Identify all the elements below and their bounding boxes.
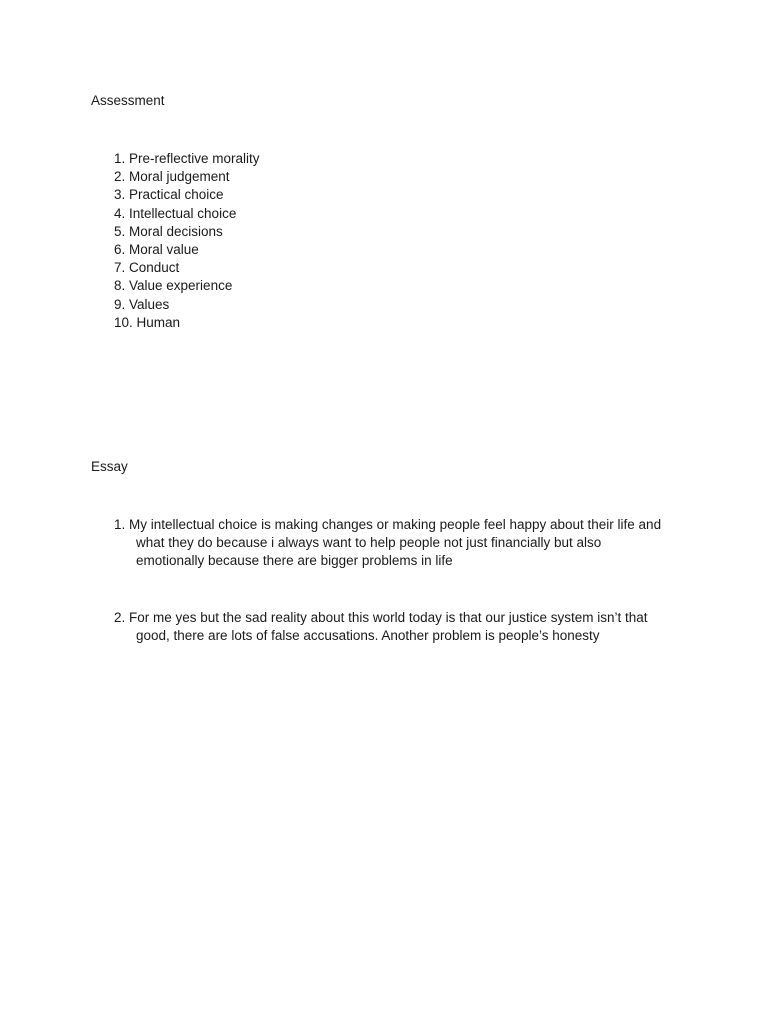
essay-heading: Essay xyxy=(91,459,128,474)
assessment-item: 7. Conduct xyxy=(114,260,180,276)
essay-answer-line: 2. For me yes but the sad reality about this world today is that our justice system isn’t that xyxy=(114,610,648,625)
assessment-heading: Assessment xyxy=(91,93,165,108)
assessment-item: 9. Values xyxy=(114,296,170,312)
assessment-item: 3. Practical choice xyxy=(114,187,224,203)
assessment-item: 2. Moral judgement xyxy=(114,169,230,185)
assessment-item: 6. Moral value xyxy=(114,241,199,257)
assessment-item: 10. Human xyxy=(114,314,181,330)
assessment-item: 8. Value experience xyxy=(114,278,233,294)
essay-answer-line: good, there are lots of false accusations. Another problem is people’s honesty xyxy=(136,628,600,643)
assessment-item: 4. Intellectual choice xyxy=(114,205,237,221)
assessment-list xyxy=(114,150,260,332)
essay-answer-line: 1. My intellectual choice is making changes or making people feel happy about their life and xyxy=(114,517,662,532)
essay-answer xyxy=(114,516,714,570)
assessment-item: 1. Pre-reflective morality xyxy=(114,151,260,166)
essay-answer-line: emotionally because there are bigger problems in life xyxy=(136,553,453,568)
essay-answer xyxy=(114,609,714,645)
essay-answer-line: what they do because i always want to help people not just financially but also xyxy=(136,535,602,550)
assessment-item: 5. Moral decisions xyxy=(114,223,223,239)
